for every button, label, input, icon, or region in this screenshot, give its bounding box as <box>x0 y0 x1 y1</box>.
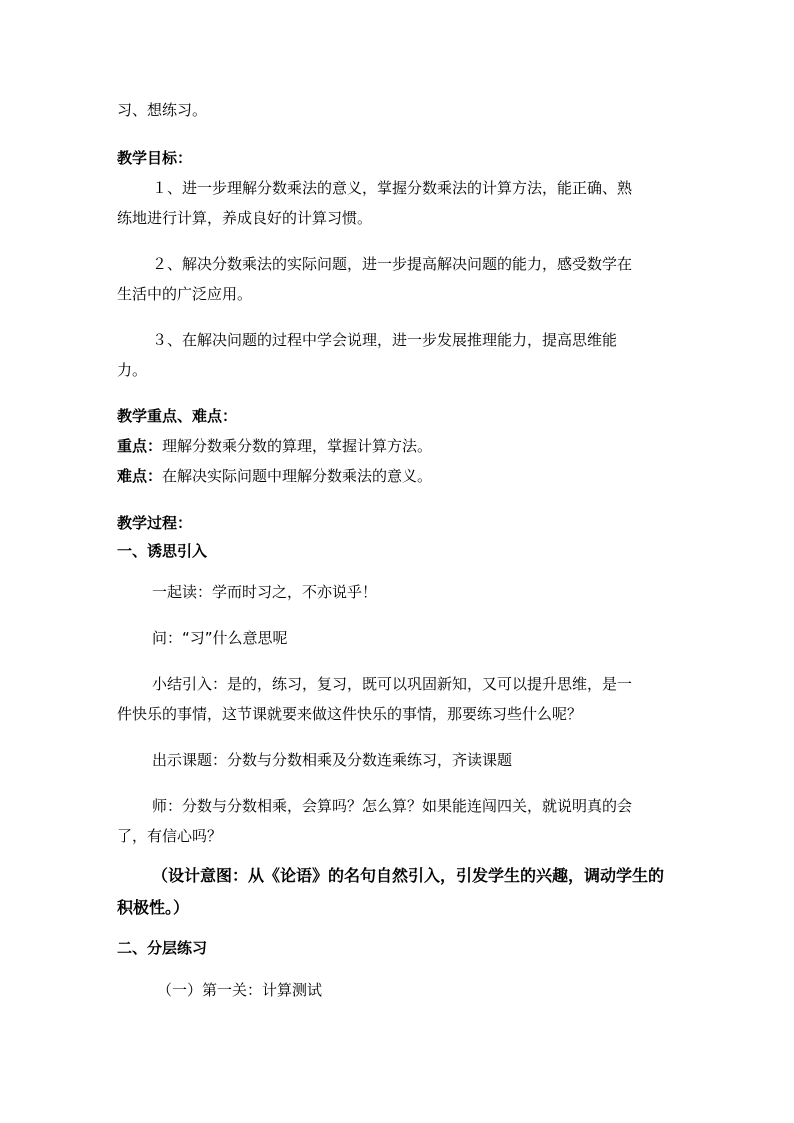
design-intent-line-1: （设计意图：从《论语》的名句自然引入，引发学生的兴趣，调动学生的 <box>152 866 665 885</box>
difficulty-text: 在解决实际问题中理解分数乘法的意义。 <box>162 467 433 485</box>
difficulty-label: 难点： <box>117 467 163 485</box>
objectives-heading: 教学目标： <box>117 149 193 167</box>
teacher-line-1: 师：分数与分数相乘，会算吗？怎么算？如果能连闯四关，就说明真的会 <box>152 797 633 815</box>
teacher-line-2: 了，有信心吗？ <box>117 827 223 845</box>
objective-2-line-2: 生活中的广泛应用。 <box>117 285 253 303</box>
objective-1-line-1: １、进一步理解分数乘法的意义，掌握分数乘法的计算方法，能正确、熟 <box>152 179 633 197</box>
objective-1-line-2: 练地进行计算，养成良好的计算习惯。 <box>117 209 373 227</box>
design-intent-line-2: 积极性。） <box>117 898 190 917</box>
section-2-title: 二、分层练习 <box>117 939 208 957</box>
keypoints-heading: 教学重点、难点： <box>117 407 238 425</box>
process-heading: 教学过程： <box>117 514 193 532</box>
question-text: 问：“习”什么意思呢 <box>152 629 288 647</box>
summary-line-2: 件快乐的事情，这节课就要来做这件快乐的事情，那要练习些什么呢？ <box>117 705 583 723</box>
objective-3-line-2: 力。 <box>117 361 148 379</box>
objective-3-line-1: ３、在解决问题的过程中学会说理，进一步发展推理能力，提高思维能 <box>152 331 618 349</box>
focus-text: 理解分数乘分数的算理，掌握计算方法。 <box>162 437 433 455</box>
summary-line-1: 小结引入：是的，练习，复习，既可以巩固新知，又可以提升思维，是一 <box>152 675 633 693</box>
read-together-text: 一起读：学而时习之，不亦说乎！ <box>152 583 378 601</box>
level-1-text: （一）第一关：计算测试 <box>157 981 323 999</box>
focus-label: 重点： <box>117 437 163 455</box>
topic-text: 出示课题：分数与分数相乘及分数连乘练习，齐读课题 <box>152 751 513 769</box>
section-1-title: 一、诱思引入 <box>117 542 208 560</box>
objective-2-line-1: ２、解决分数乘法的实际问题，进一步提高解决问题的能力，感受数学在 <box>152 255 633 273</box>
difficulty-line <box>117 466 432 486</box>
intro-tail-text: 习、想练习。 <box>117 101 208 119</box>
focus-line <box>117 436 432 456</box>
